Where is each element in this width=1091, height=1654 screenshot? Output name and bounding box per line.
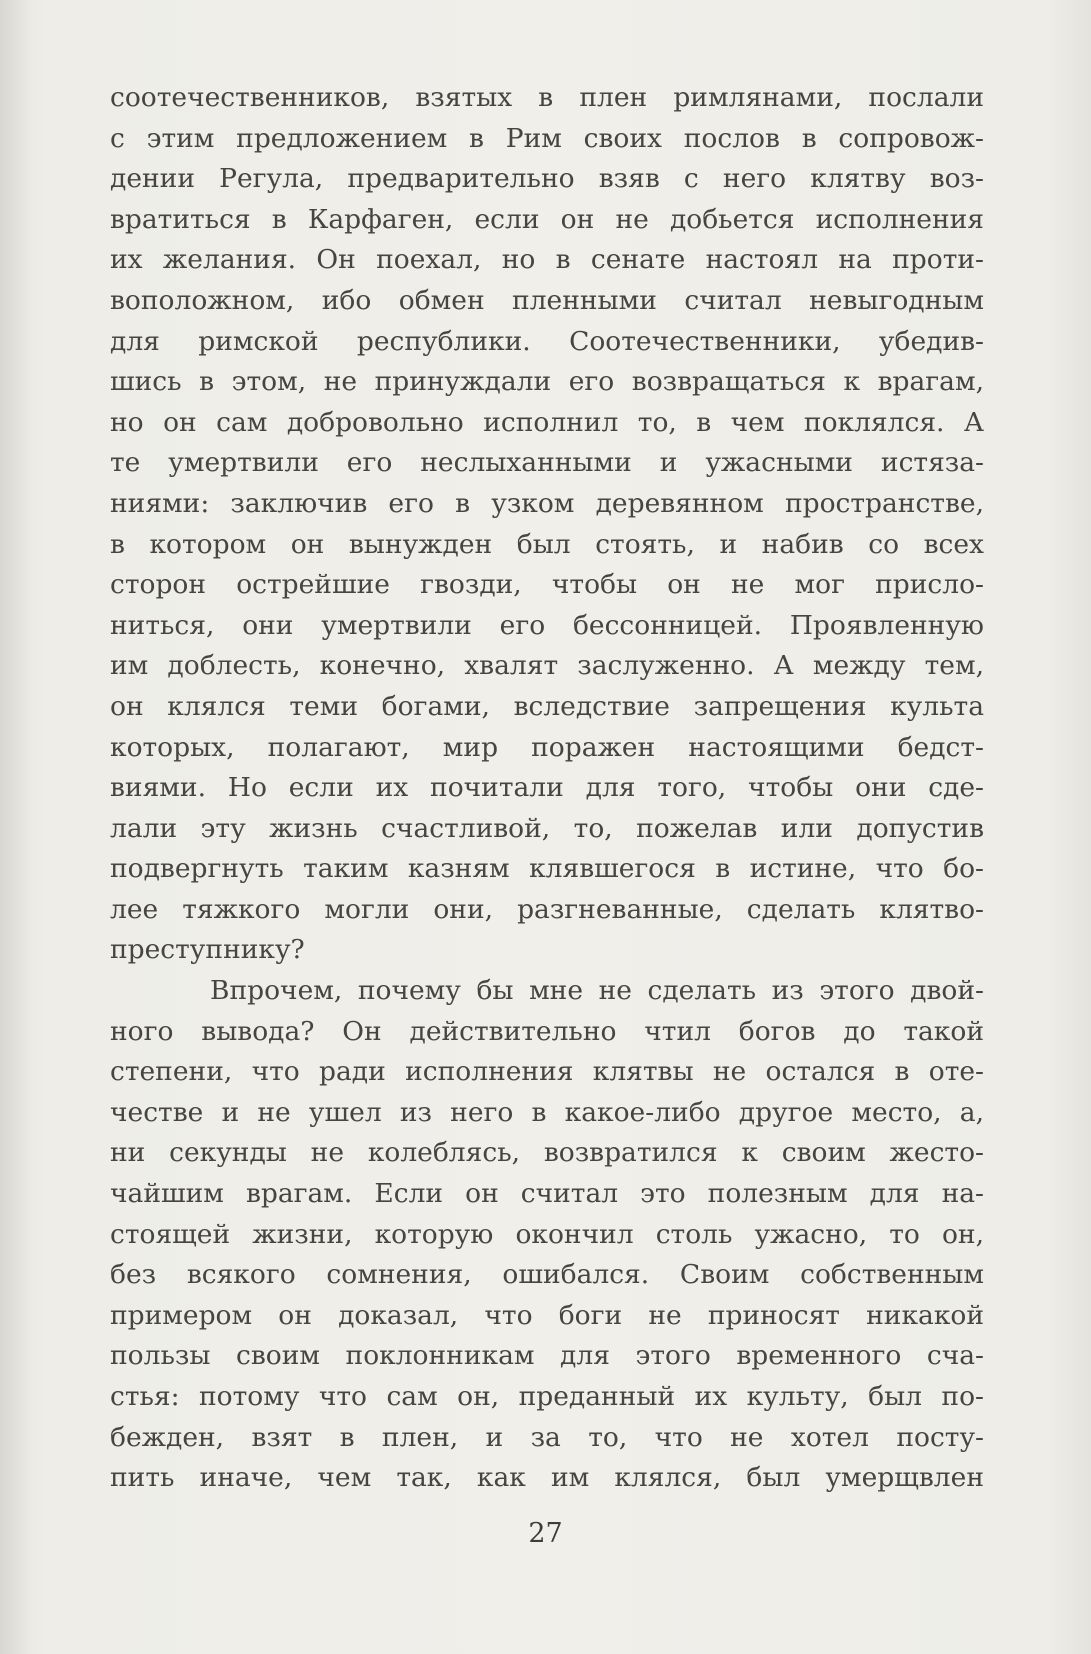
text-line: стья: потому что сам он, преданный их культу, был по- bbox=[110, 1381, 984, 1412]
text-line: ниться, они умертвили его бессонницей. Проявленную bbox=[110, 609, 984, 641]
text-line: без всякого сомнения, ошибался. Своим собственным bbox=[110, 1259, 984, 1291]
text-line: в котором он вынужден был стоять, и набив со всех bbox=[110, 528, 984, 560]
page-shadow bbox=[0, 0, 30, 1654]
text-line: преступнику? bbox=[110, 934, 305, 966]
text-line: ного вывода? Он действительно чтил богов до такой bbox=[110, 1015, 984, 1047]
text-line: соотечественников, взятых в плен римлянами, послали bbox=[110, 82, 984, 113]
text-line: виями. Но если их почитали для того, чтобы они сде- bbox=[110, 772, 984, 804]
text-line: лали эту жизнь счастливой, то, пожелав или допустив bbox=[110, 812, 984, 844]
text-line: их желания. Он поехал, но в сенате настоял на проти- bbox=[110, 244, 984, 276]
text-line: пить иначе, чем так, как им клялся, был умерщвлен bbox=[110, 1462, 984, 1494]
text-line: но он сам добровольно исполнил то, в чем поклялся. А bbox=[110, 406, 984, 438]
text-line: лее тяжкого могли они, разгневанные, сделать клятво- bbox=[110, 893, 984, 925]
text-line: пользы своим поклонникам для этого временного сча- bbox=[110, 1340, 984, 1372]
text-line: чайшим врагам. Если он считал это полезным для на- bbox=[110, 1178, 984, 1210]
text-line: примером он доказал, что боги не приносят никакой bbox=[110, 1299, 984, 1331]
text-line: воположном, ибо обмен пленными считал невыгодным bbox=[110, 284, 984, 316]
paragraph-1 bbox=[110, 78, 984, 971]
text-line: подвергнуть таким казням клявшегося в истине, что бо- bbox=[110, 853, 984, 885]
body-text bbox=[110, 78, 984, 1499]
text-line: им доблесть, конечно, хвалят заслуженно. А между тем, bbox=[110, 650, 984, 682]
text-line: степени, что ради исполнения клятвы не остался в оте- bbox=[110, 1056, 984, 1088]
text-line: Впрочем, почему бы мне не сделать из этого двой- bbox=[210, 975, 984, 1007]
text-line: с этим предложением в Рим своих послов в сопровож- bbox=[110, 122, 984, 154]
text-line: сторон острейшие гвозди, чтобы он не мог прислo- bbox=[110, 569, 984, 601]
paragraph-2 bbox=[110, 971, 984, 1499]
text-line: для римской республики. Соотечественники, убедив- bbox=[110, 325, 984, 357]
text-line: ниями: заключив его в узком деревянном пространстве, bbox=[110, 487, 984, 519]
text-line: стоящей жизни, которую окончил столь ужасно, то он, bbox=[110, 1218, 984, 1250]
text-line: он клялся теми богами, вследствие запрещения культа bbox=[110, 690, 984, 722]
text-line: те умертвили его неслыханными и ужасными истяза- bbox=[110, 447, 984, 479]
text-line: ни секунды не колеблясь, возвратился к своим жесто- bbox=[110, 1137, 984, 1169]
text-line: дении Регула, предварительно взяв с него клятву воз- bbox=[110, 163, 984, 195]
page-number: 27 bbox=[528, 1518, 563, 1549]
text-line: бежден, взят в плен, и за то, что не хотел посту- bbox=[110, 1421, 984, 1453]
text-line: шись в этом, не принуждали его возвращаться к врагам, bbox=[110, 366, 984, 398]
text-line: вратиться в Карфаген, если он не добьется исполнения bbox=[110, 203, 984, 235]
text-line: честве и не ушел из него в какое-либо другое место, а, bbox=[110, 1096, 984, 1128]
text-line: которых, полагают, мир поражен настоящими бедст- bbox=[110, 731, 984, 763]
